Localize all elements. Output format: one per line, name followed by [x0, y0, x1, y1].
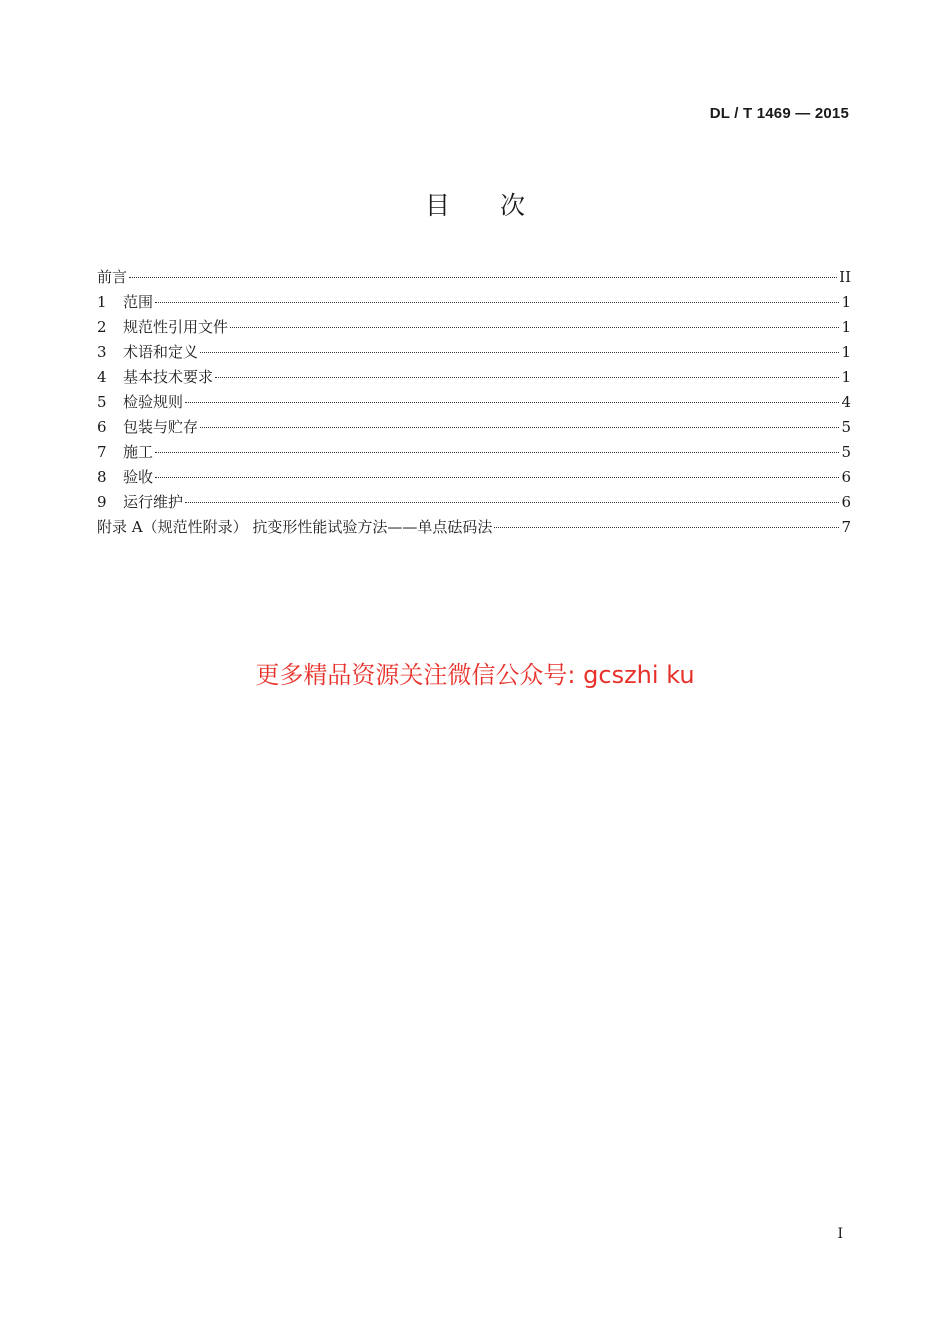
- toc-leader-dots: [200, 352, 839, 353]
- toc-leader-dots: [185, 402, 839, 403]
- toc-entry-scope[interactable]: [97, 290, 851, 315]
- toc-leader-dots: [230, 327, 839, 328]
- toc-entry-label: 术语和定义: [123, 343, 199, 361]
- toc-entry-number: 5: [97, 393, 107, 411]
- toc-entry-label: 施工: [123, 443, 154, 461]
- toc-leader-dots: [155, 477, 839, 478]
- toc-entry-number: 3: [97, 343, 107, 361]
- page-number: I: [837, 1226, 843, 1242]
- table-of-contents: [97, 265, 851, 540]
- toc-leader-dots: [155, 452, 839, 453]
- toc-entry-page: 1: [841, 343, 851, 361]
- toc-entry-page: 5: [841, 443, 851, 461]
- toc-entry-foreword[interactable]: [97, 265, 851, 290]
- toc-entry-label: 范围: [123, 293, 154, 311]
- toc-entry-page: 6: [841, 493, 851, 511]
- toc-entry-label: 附录 A（规范性附录） 抗变形性能试验方法——单点砝码法: [97, 518, 493, 536]
- toc-entry-terms-definitions[interactable]: [97, 340, 851, 365]
- toc-entry-label: 前言: [97, 268, 128, 286]
- toc-entry-number: 2: [97, 318, 107, 336]
- toc-entry-page: 5: [841, 418, 851, 436]
- toc-entry-number: 7: [97, 443, 107, 461]
- toc-entry-label: 运行维护: [123, 493, 184, 511]
- toc-leader-dots: [129, 277, 837, 278]
- toc-entry-label: 检验规则: [123, 393, 184, 411]
- toc-leader-dots: [494, 527, 839, 528]
- toc-entry-page: 4: [841, 393, 851, 411]
- toc-leader-dots: [215, 377, 839, 378]
- toc-entry-page: 1: [841, 368, 851, 386]
- toc-entry-page: 1: [841, 318, 851, 336]
- toc-leader-dots: [200, 427, 839, 428]
- toc-entry-label: 规范性引用文件: [123, 318, 229, 336]
- toc-entry-number: 8: [97, 468, 107, 486]
- toc-entry-number: 1: [97, 293, 107, 311]
- toc-entry-inspection-rules[interactable]: [97, 390, 851, 415]
- toc-entry-label: 验收: [123, 468, 154, 486]
- toc-entry-packaging-storage[interactable]: [97, 415, 851, 440]
- toc-entry-page: II: [839, 268, 851, 286]
- toc-entry-appendix-a[interactable]: [97, 515, 851, 540]
- toc-entry-number: 4: [97, 368, 107, 386]
- toc-entry-construction[interactable]: [97, 440, 851, 465]
- standard-code: DL / T 1469 — 2015: [709, 105, 849, 122]
- promo-watermark-text: 更多精品资源关注微信公众号: gcszhi ku: [255, 661, 695, 689]
- toc-entry-operation-maintenance[interactable]: [97, 490, 851, 515]
- toc-entry-number: 6: [97, 418, 107, 436]
- toc-entry-page: 1: [841, 293, 851, 311]
- toc-entry-page: 6: [841, 468, 851, 486]
- toc-entry-label: 包装与贮存: [123, 418, 199, 436]
- page-title: 目 次: [424, 191, 525, 220]
- toc-entry-normative-references[interactable]: [97, 315, 851, 340]
- toc-leader-dots: [155, 302, 839, 303]
- toc-entry-basic-requirements[interactable]: [97, 365, 851, 390]
- toc-entry-acceptance[interactable]: [97, 465, 851, 490]
- toc-entry-page: 7: [841, 518, 851, 536]
- toc-entry-label: 基本技术要求: [123, 368, 214, 386]
- toc-leader-dots: [185, 502, 839, 503]
- toc-entry-number: 9: [97, 493, 107, 511]
